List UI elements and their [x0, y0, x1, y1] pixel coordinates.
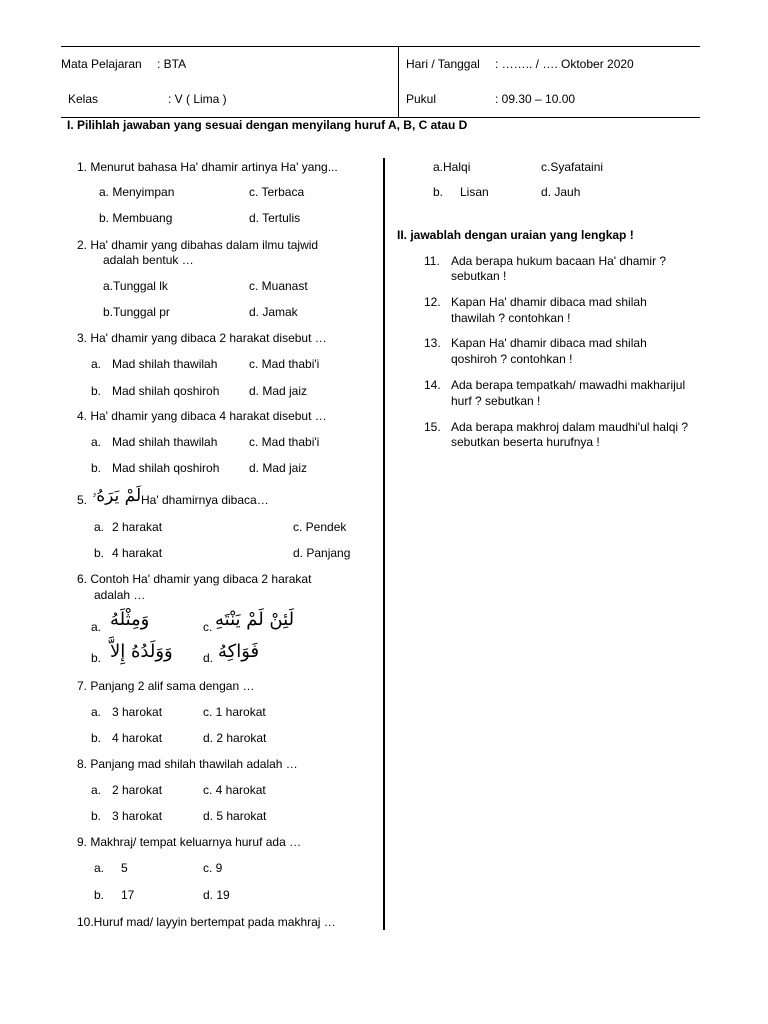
essay-14-line2: hurf ? sebutkan ! — [451, 394, 541, 408]
header-divider — [398, 46, 399, 118]
question-6-line2: adalah … — [94, 588, 146, 602]
essay-13-number: 13. — [424, 336, 441, 350]
option-5a-letter: a. — [94, 520, 105, 534]
option-7b: 4 harokat — [112, 731, 163, 745]
option-2a: a.Tunggal lk — [103, 279, 168, 293]
option-4a-letter: a. — [91, 435, 102, 449]
option-3b: Mad shilah qoshiroh — [112, 384, 220, 398]
essay-12-line2: thawilah ? contohkan ! — [451, 311, 571, 325]
date-label: Hari / Tanggal — [406, 57, 480, 71]
essay-13-line2: qoshiroh ? contohkan ! — [451, 352, 573, 366]
date-value: : …….. / …. Oktober 2020 — [495, 57, 634, 71]
option-8a: 2 harokat — [112, 783, 163, 797]
question-1: 1. Menurut bahasa Ha' dhamir artinya Ha' yang... — [77, 160, 338, 174]
option-10d: d. Jauh — [541, 185, 581, 199]
option-6a-letter: a. — [91, 620, 102, 634]
option-1a: a. Menyimpan — [99, 185, 175, 199]
option-7c: c. 1 harokat — [203, 705, 266, 719]
option-8b: 3 harokat — [112, 809, 163, 823]
option-5c: c. Pendek — [293, 520, 347, 534]
essay-12-number: 12. — [424, 295, 441, 309]
option-3a: Mad shilah thawilah — [112, 357, 218, 371]
option-4b: Mad shilah qoshiroh — [112, 461, 220, 475]
option-10c: c.Syafataini — [541, 160, 604, 174]
option-4d: d. Mad jaiz — [249, 461, 308, 475]
option-8d: d. 5 harokat — [203, 809, 267, 823]
option-9d: d. 19 — [203, 888, 230, 902]
option-10b-letter: b. — [433, 185, 444, 199]
essay-11-line1: Ada berapa hukum bacaan Ha' dhamir ? — [451, 254, 667, 268]
option-9b-letter: b. — [94, 888, 105, 902]
option-6c-letter: c. — [203, 620, 213, 634]
option-6b-arabic: وَوَلَدُهُ إِلاَّ — [110, 641, 173, 662]
option-3c: c. Mad thabi'i — [249, 357, 320, 371]
option-4a: Mad shilah thawilah — [112, 435, 218, 449]
option-7b-letter: b. — [91, 731, 102, 745]
subject-value: : BTA — [157, 57, 187, 71]
option-3a-letter: a. — [91, 357, 102, 371]
question-10: 10.Huruf mad/ layyin bertempat pada makhraj … — [77, 915, 336, 929]
option-10b: Lisan — [460, 185, 489, 199]
question-5: Ha' dhamirnya dibaca… — [141, 493, 269, 507]
option-1b: b. Membuang — [99, 211, 173, 225]
option-7d: d. 2 harokat — [203, 731, 267, 745]
option-6b-letter: b. — [91, 651, 102, 665]
essay-15-line2: sebutkan beserta hurufnya ! — [451, 435, 600, 449]
option-9c: c. 9 — [203, 861, 223, 875]
question-5-number: 5. — [77, 493, 88, 507]
question-5-arabic: لَمْ يَرَهُۥ — [92, 486, 142, 506]
section1-title: I. Pilihlah jawaban yang sesuai dengan menyilang huruf A, B, C atau D — [67, 118, 468, 132]
option-4b-letter: b. — [91, 461, 102, 475]
option-2c: c. Muanast — [249, 279, 308, 293]
option-5a: 2 harakat — [112, 520, 163, 534]
question-2: 2. Ha' dhamir yang dibahas dalam ilmu tajwid — [77, 238, 319, 252]
class-value: : V ( Lima ) — [168, 92, 227, 106]
option-5b: 4 harakat — [112, 546, 163, 560]
option-3b-letter: b. — [91, 384, 102, 398]
question-9: 9. Makhraj/ tempat keluarnya huruf ada … — [77, 835, 302, 849]
option-6d-letter: d. — [203, 651, 214, 665]
question-6: 6. Contoh Ha' dhamir yang dibaca 2 harakat — [77, 572, 312, 586]
option-2d: d. Jamak — [249, 305, 298, 319]
option-6c-arabic: لَئِنْ لَمْ يَنْتَهِ — [215, 609, 295, 630]
essay-14-line1: Ada berapa tempatkah/ mawadhi makharijul — [451, 378, 686, 392]
option-8b-letter: b. — [91, 809, 102, 823]
essay-14-number: 14. — [424, 378, 441, 392]
essay-11-number: 11. — [424, 254, 440, 268]
option-1d: d. Tertulis — [249, 211, 301, 225]
essay-15-line1: Ada berapa makhroj dalam maudhi'ul halqi ? — [451, 420, 689, 434]
essay-11-line2: sebutkan ! — [451, 269, 507, 283]
class-label: Kelas — [68, 92, 99, 106]
question-3: 3. Ha' dhamir yang dibaca 2 harakat disebut … — [77, 331, 327, 345]
option-4c: c. Mad thabi'i — [249, 435, 320, 449]
essay-12-line1: Kapan Ha' dhamir dibaca mad shilah — [451, 295, 647, 309]
option-8c: c. 4 harokat — [203, 783, 266, 797]
header-top-line — [61, 46, 700, 47]
option-6a-arabic: وَمِثْلَهُ — [110, 609, 150, 630]
option-10a: a.Halqi — [433, 160, 471, 174]
option-5d: d. Panjang — [293, 546, 351, 560]
option-5b-letter: b. — [94, 546, 105, 560]
option-9a-letter: a. — [94, 861, 105, 875]
option-6d-arabic: فَوَاكِهُ — [218, 641, 260, 662]
essay-13-line1: Kapan Ha' dhamir dibaca mad shilah — [451, 336, 647, 350]
time-value: : 09.30 – 10.00 — [495, 92, 576, 106]
essay-15-number: 15. — [424, 420, 441, 434]
option-3d: d. Mad jaiz — [249, 384, 308, 398]
time-label: Pukul — [406, 92, 437, 106]
option-9b: 17 — [121, 888, 135, 902]
question-2-line2: adalah bentuk … — [103, 253, 194, 267]
section2-title: II. jawablah dengan uraian yang lengkap ! — [397, 228, 634, 242]
option-2b: b.Tunggal pr — [103, 305, 170, 319]
option-9a: 5 — [121, 861, 128, 875]
question-7: 7. Panjang 2 alif sama dengan … — [77, 679, 255, 693]
question-8: 8. Panjang mad shilah thawilah adalah … — [77, 757, 298, 771]
subject-label: Mata Pelajaran — [61, 57, 142, 71]
question-4: 4. Ha' dhamir yang dibaca 4 harakat disebut … — [77, 409, 327, 423]
option-8a-letter: a. — [91, 783, 102, 797]
column-divider — [383, 158, 385, 930]
option-1c: c. Terbaca — [249, 185, 305, 199]
option-7a-letter: a. — [91, 705, 102, 719]
option-7a: 3 harokat — [112, 705, 163, 719]
